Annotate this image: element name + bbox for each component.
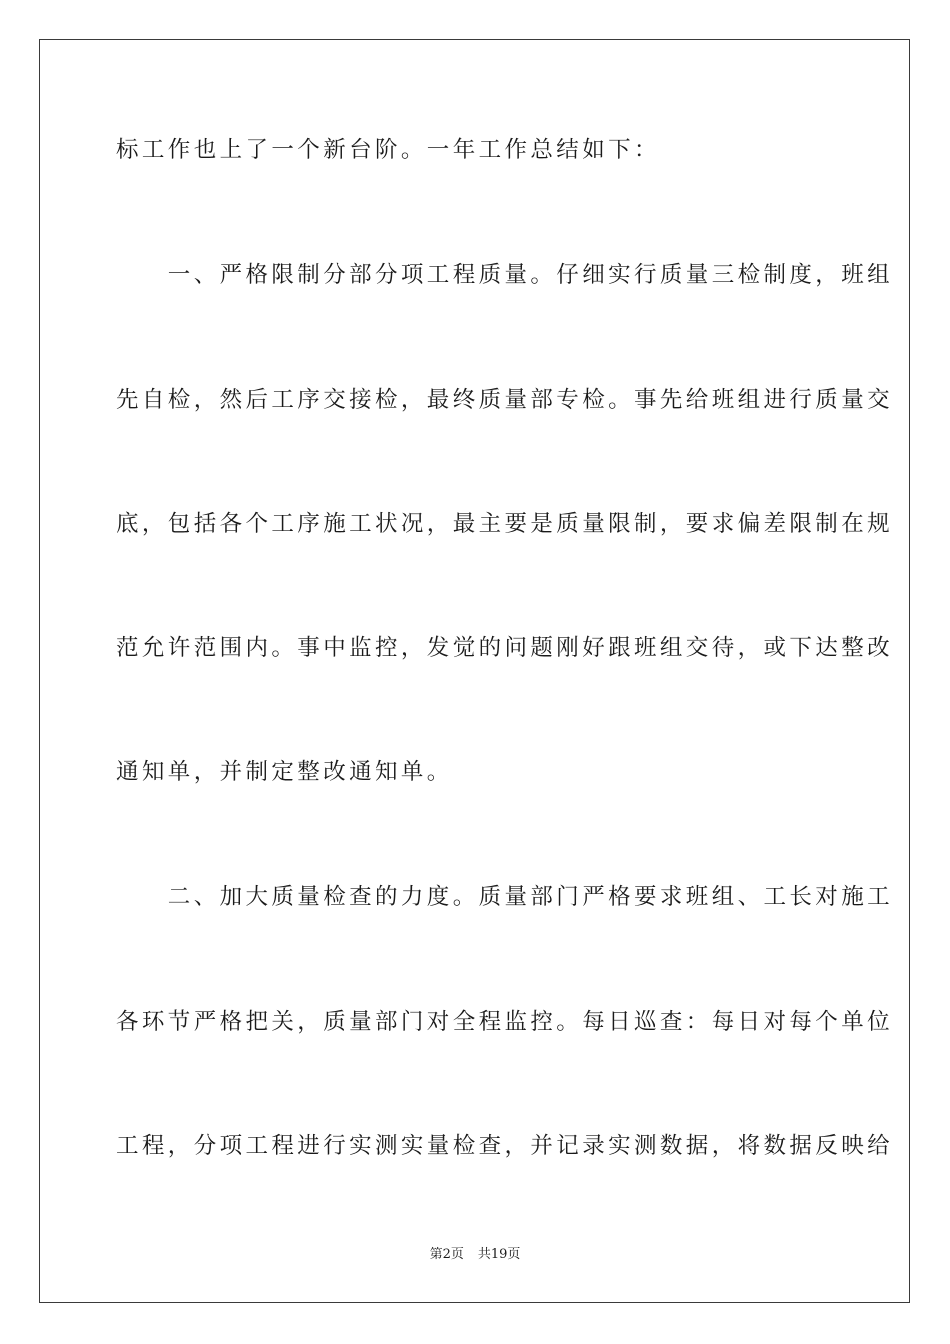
body-line-2: 一、严格限制分部分项工程质量。仔细实行质量三检制度，班组 [116,262,894,288]
body-line-8: 各环节严格把关，质量部门对全程监控。每日巡查：每日对每个单位 [116,1009,894,1035]
total-pages-label: 共19页 [477,1247,521,1262]
body-line-1: 标工作也上了一个新台阶。一年工作总结如下： [116,137,660,163]
body-line-3: 先自检，然后工序交接检，最终质量部专检。事先给班组进行质量交 [116,387,894,413]
body-line-9: 工程，分项工程进行实测实量检查，并记录实测数据，将数据反映给 [116,1133,894,1159]
body-line-6: 通知单，并制定整改通知单。 [116,759,453,785]
body-line-7: 二、加大质量检查的力度。质量部门严格要求班组、工长对施工 [116,884,894,910]
current-page-label: 第2页 [429,1247,464,1262]
page-footer [0,1246,950,1264]
body-line-4: 底，包括各个工序施工状况，最主要是质量限制，要求偏差限制在规 [116,511,894,537]
body-line-5: 范允许范围内。事中监控，发觉的问题刚好跟班组交待，或下达整改 [116,635,894,661]
page-border [39,39,910,1303]
